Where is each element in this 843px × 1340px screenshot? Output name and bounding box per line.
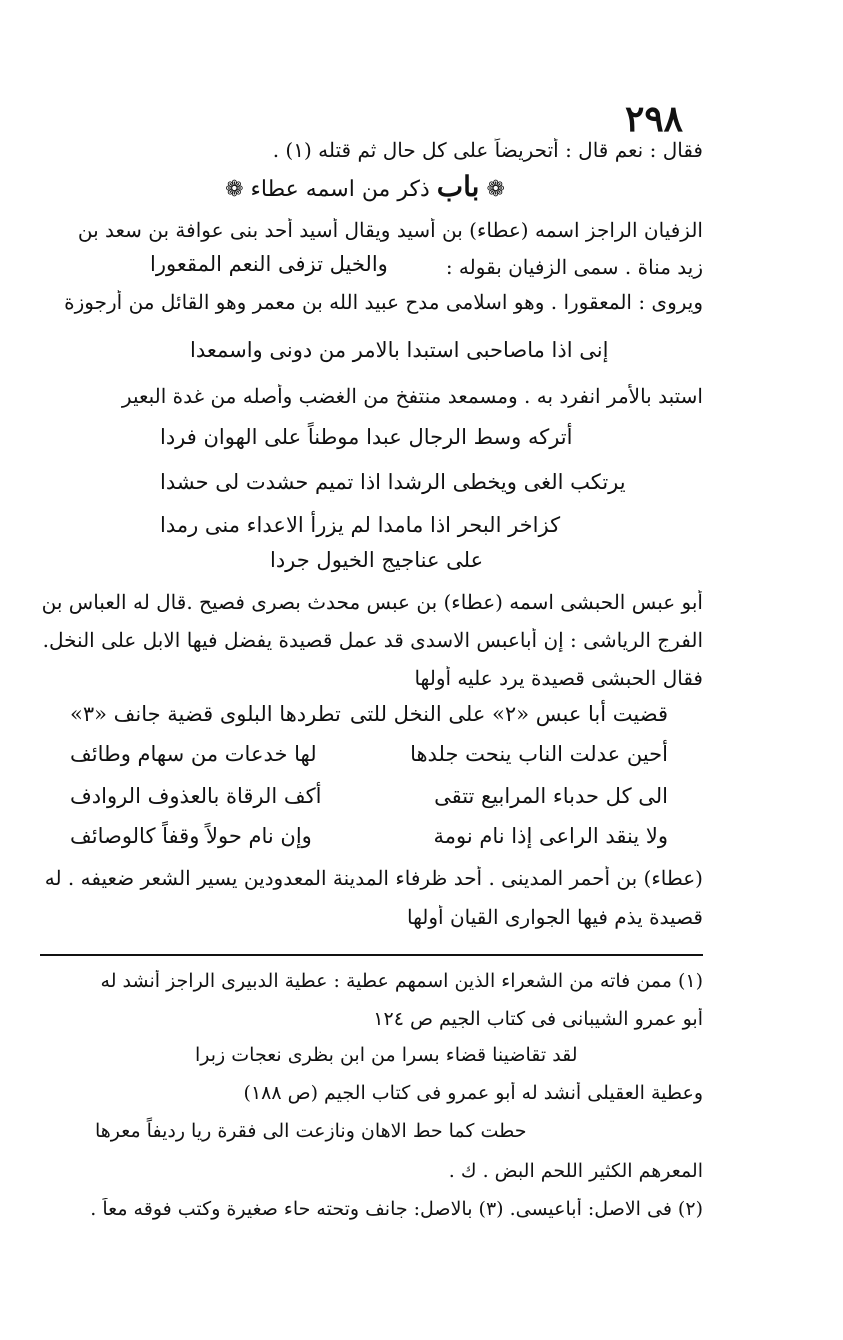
heading-title: ذكر من اسمه عطاء	[250, 177, 430, 202]
poem-right-hemistich: ولا ينقد الراعى إذا نام نومة	[433, 824, 668, 848]
poem-left-hemistich: لها خدعات من سهام وطائف	[70, 742, 317, 766]
footnote-line: (٢) فى الاصل: أباعيسى. (٣) بالاصل: جانف وتحته حاء صغيرة وكتب فوقه معاً .	[90, 1198, 703, 1220]
rajaz-verse: كزاخر البحر اذا مامدا لم يزرأ الاعداء منى رمدا	[160, 513, 561, 537]
text-line: زيد مناة . سمى الزفيان بقوله :	[445, 255, 703, 279]
poem-left-hemistich: تطردها البلوى قضية جانف «٣»	[70, 702, 341, 726]
poem-right-hemistich: الى كل حدباء المرابيع تتقى	[434, 784, 668, 808]
text-line: ويروى : المعقورا . وهو اسلامى مدح عبيد الله بن معمر وهو القائل من أرجوزة	[64, 290, 703, 314]
ornament-icon: ❁	[486, 177, 505, 202]
chapter-heading	[200, 170, 530, 203]
text-line: استبد بالأمر انفرد به . ومسمعد منتفخ من الغضب وأصله من غدة البعير	[121, 384, 703, 408]
footnote-line: أبو عمرو الشيبانى فى كتاب الجيم ص ١٢٤	[373, 1008, 703, 1030]
text-line: (عطاء) بن أحمر المدينى . أحد ظرفاء المدينة المعدودين يسير الشعر ضعيفه . له	[44, 866, 703, 890]
footnote-line: (١) ممن فاته من الشعراء الذين اسمهم عطية : عطية الدبيرى الراجز أنشد له	[100, 970, 703, 992]
footnote-line: المعرهم الكثير اللحم البض . ك .	[448, 1160, 703, 1182]
text-line: الزفيان الراجز اسمه (عطاء) بن أسيد ويقال أسيد أحد بنى عوافة بن سعد بن	[77, 218, 703, 242]
rajaz-verse: يرتكب الغى ويخطى الرشدا اذا تميم حشدت لى حشدا	[160, 470, 626, 494]
text-line: فقال : نعم قال : أتحريضاً على كل حال ثم قتله (١) .	[272, 138, 703, 162]
page-number: ٢٩٨	[624, 98, 683, 140]
text-line: الفرج الرياشى : إن أباعبس الاسدى قد عمل قصيدة يفضل فيها الابل على النخل.	[42, 628, 703, 652]
poem-right-hemistich: أحين عدلت الناب ينحت جلدها	[410, 742, 668, 766]
rajaz-verse: إنى اذا ماصاحبى استبدا بالامر من دونى واسمعدا	[190, 338, 609, 362]
rajaz-verse: أتركه وسط الرجال عبدا موطناً على الهوان فردا	[160, 425, 573, 449]
poem-left-hemistich: أكف الرقاة بالعذوف الروادف	[70, 784, 322, 808]
verse-hemistich: والخيل تزفى النعم المقعورا	[150, 252, 388, 276]
text-line: قصيدة يذم فيها الجوارى القيان أولها	[406, 905, 703, 929]
text-line: أبو عبس الحبشى اسمه (عطاء) بن عبس محدث بصرى فصيح .قال له العباس بن	[41, 590, 703, 614]
ornament-icon: ❁	[225, 177, 244, 202]
footnote-verse: حطت كما حط الاهان ونازعت الى فقرة ريا رديفاً معرها	[95, 1120, 527, 1142]
footnote-verse: لقد تقاضينا قضاء بسرا من ابن بظرى نعجات زبرا	[195, 1044, 578, 1066]
heading-bab: باب	[436, 170, 480, 203]
poem-left-hemistich: وإن نام حولاً وقفاً كالوصائف	[70, 824, 312, 848]
footnote-divider	[40, 954, 703, 956]
rajaz-verse: على عناجيج الخيول جردا	[270, 548, 484, 572]
poem-right-hemistich: قضيت أبا عبس «٢» على النخل للتى	[349, 702, 668, 726]
text-line: فقال الحبشى قصيدة يرد عليه أولها	[414, 666, 703, 690]
footnote-line: وعطية العقيلى أنشد له أبو عمرو فى كتاب الجيم (ص ١٨٨)	[243, 1082, 703, 1104]
